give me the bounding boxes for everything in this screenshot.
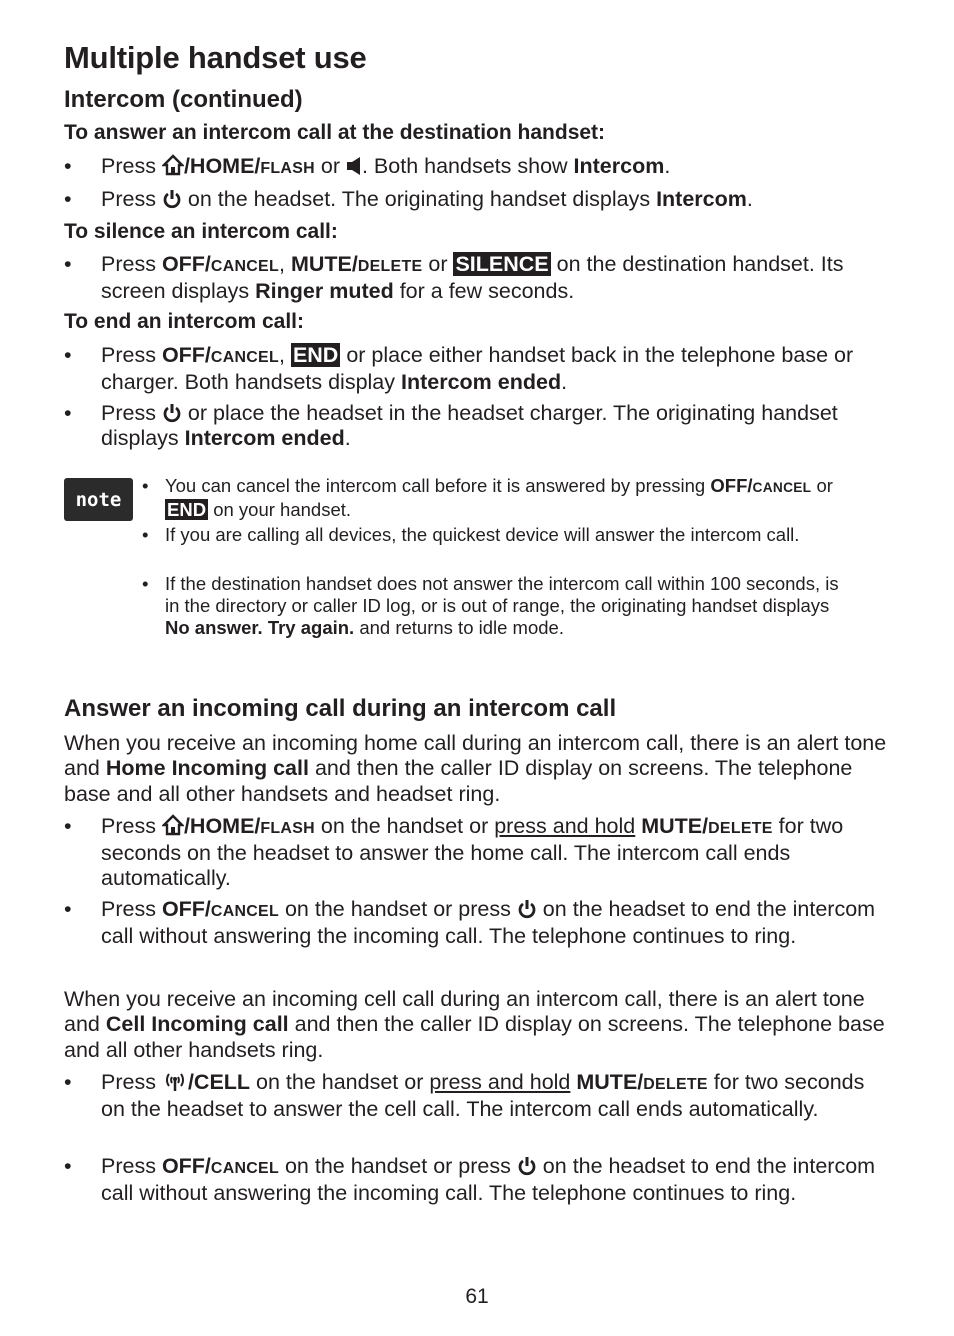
cell-icon [162, 1070, 188, 1092]
home-icon [162, 814, 184, 836]
note-item: • If the destination handset does not answer the intercom call within 100 seconds, is in the directory or caller ID log, or is out of range, the originating handset displays No answer. Try again. and returns to idle mode. [142, 573, 839, 639]
power-icon [162, 189, 182, 209]
list-item: • Press /HOME/FLASH or . Both handsets show Intercom. [64, 154, 671, 178]
subheading-end-intercom: To end an intercom call: [64, 310, 304, 333]
end-key-label: END [292, 343, 339, 367]
note-item: • If you are calling all devices, the quickest device will answer the intercom call. [142, 524, 800, 545]
list-item: • Press OFF/CANCEL on the handset or press on the headset to end the intercom call without answering the incoming call. The telephone continues to ring. [64, 1154, 876, 1205]
bullet: • [142, 573, 149, 594]
list-item: • Press OFF/CANCEL, END or place either handset back in the telephone base or charger. Both handsets display Intercom ended. [64, 343, 854, 394]
note-item: • You can cancel the intercom call before it is answered by pressing OFF/CANCEL or END on your handset. [142, 475, 833, 521]
silence-key-label: SILENCE [455, 252, 549, 276]
list-item: • Press OFF/CANCEL, MUTE/DELETE or SILENCE on the destination handset. Its screen displays Ringer muted for a few seconds. [64, 252, 844, 303]
list-item: • Press /HOME/FLASH on the handset or press and hold MUTE/DELETE for two seconds on the headset to answer the home call. The intercom call ends automatically. [64, 814, 844, 890]
bullet: • [64, 343, 72, 367]
note-badge: note [64, 478, 133, 521]
home-icon [162, 154, 184, 176]
list-item: • Press /CELL on the handset or press and hold MUTE/DELETE for two seconds on the headset to answer the cell call. The intercom call ends automatically. [64, 1070, 865, 1121]
power-icon [162, 403, 182, 423]
page-number: 61 [465, 1285, 489, 1308]
bullet: • [64, 252, 72, 276]
bullet: • [64, 1154, 72, 1178]
bullet: • [64, 1070, 72, 1094]
end-key-label: END [167, 499, 207, 521]
speaker-icon [346, 156, 362, 176]
power-icon [517, 899, 537, 919]
list-item: • Press or place the headset in the headset charger. The originating handset displays Intercom ended. [64, 401, 838, 450]
section-heading-answer-during: Answer an incoming call during an intercom call [64, 695, 617, 722]
power-icon [517, 1156, 537, 1176]
list-item: • Press OFF/CANCEL on the handset or press on the headset to end the intercom call without answering the incoming call. The telephone continues to ring. [64, 897, 876, 948]
bullet: • [142, 524, 149, 545]
subheading-answer-intercom: To answer an intercom call at the destination handset: [64, 121, 606, 144]
bullet: • [142, 475, 149, 496]
bullet: • [64, 814, 72, 838]
paragraph-home: When you receive an incoming home call during an intercom call, there is an alert tone and Home Incoming call and then the caller ID display on screens. The telephone base and all other handsets and headset ring. [64, 731, 887, 806]
bullet: • [64, 187, 72, 211]
bullet: • [64, 897, 72, 921]
page-title: Multiple handset use [64, 40, 367, 75]
subheading-silence-intercom: To silence an intercom call: [64, 220, 338, 243]
bullet: • [64, 401, 72, 425]
bullet: • [64, 154, 72, 178]
section-heading-intercom: Intercom (continued) [64, 86, 303, 113]
list-item: • Press on the headset. The originating handset displays Intercom. [64, 187, 753, 211]
paragraph-cell: When you receive an incoming cell call during an intercom call, there is an alert tone and Cell Incoming call and then the caller ID display on screens. The telephone base and all other handsets ring. [64, 987, 885, 1062]
